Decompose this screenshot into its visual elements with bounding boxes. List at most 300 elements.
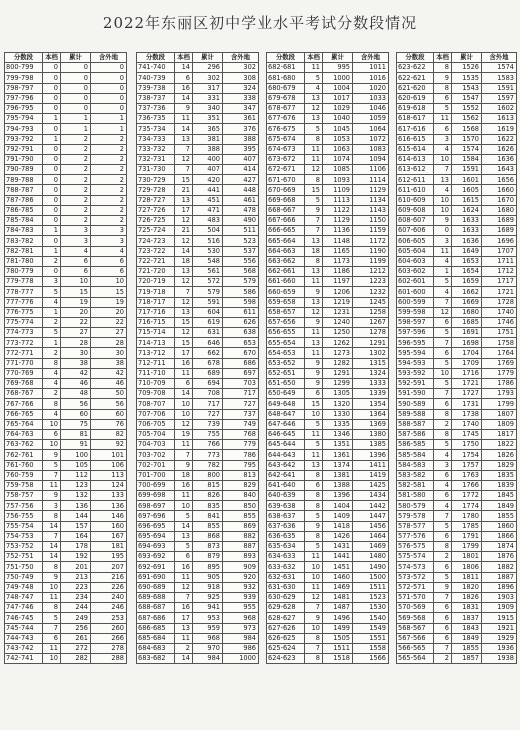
table-row bbox=[137, 511, 259, 521]
band-count-cell: 8 bbox=[43, 358, 61, 368]
cumulative-cell: 249 bbox=[61, 613, 91, 623]
table-row bbox=[137, 93, 259, 103]
cumulative-cell: 1849 bbox=[452, 633, 482, 643]
band-count-cell: 8 bbox=[43, 511, 61, 521]
table-row bbox=[137, 348, 259, 358]
band-count-cell: 6 bbox=[305, 480, 323, 490]
band-count-cell: 4 bbox=[43, 409, 61, 419]
cumulative-cell: 1855 bbox=[452, 643, 482, 653]
table-row bbox=[5, 419, 127, 429]
table-row bbox=[267, 205, 389, 215]
cumulative-cell: 2 bbox=[61, 205, 91, 215]
band-count-cell: 9 bbox=[305, 317, 323, 327]
table-row bbox=[267, 63, 389, 73]
table-row bbox=[5, 246, 127, 256]
cumulative-cell: 925 bbox=[193, 592, 223, 602]
table-row bbox=[397, 592, 517, 602]
band-count-cell: 16 bbox=[175, 562, 193, 572]
score-band-cell: 585-584 bbox=[397, 450, 434, 460]
page-title: 2022年东丽区初中学业水平考试分数段情况 bbox=[102, 14, 418, 32]
incl-nonlocal-cell: 1882 bbox=[482, 562, 517, 572]
band-count-cell: 9 bbox=[305, 379, 323, 389]
cumulative-cell: 1780 bbox=[452, 511, 482, 521]
cumulative-cell: 1584 bbox=[452, 154, 482, 164]
table-row bbox=[5, 491, 127, 501]
band-count-cell: 7 bbox=[434, 165, 452, 175]
score-band-cell: 678-677 bbox=[267, 103, 305, 113]
band-count-cell: 6 bbox=[434, 613, 452, 623]
table-row bbox=[397, 654, 517, 664]
cumulative-cell: 1704 bbox=[452, 348, 482, 358]
table-row bbox=[137, 368, 259, 378]
cumulative-cell: 855 bbox=[193, 521, 223, 531]
table-row bbox=[137, 154, 259, 164]
score-band-cell: 704-703 bbox=[137, 440, 175, 450]
incl-nonlocal-cell: 1172 bbox=[353, 236, 389, 246]
cumulative-cell: 144 bbox=[61, 511, 91, 521]
table-row bbox=[267, 73, 389, 83]
incl-nonlocal-cell: 1464 bbox=[353, 531, 389, 541]
band-count-cell: 5 bbox=[305, 542, 323, 552]
band-count-cell: 8 bbox=[43, 562, 61, 572]
band-count-cell: 15 bbox=[305, 185, 323, 195]
incl-nonlocal-cell: 1728 bbox=[482, 297, 517, 307]
score-band-cell: 677-676 bbox=[267, 114, 305, 124]
cumulative-cell: 1772 bbox=[452, 491, 482, 501]
band-count-cell: 6 bbox=[175, 552, 193, 562]
score-band-cell: 798-797 bbox=[5, 83, 43, 93]
table-row bbox=[137, 633, 259, 643]
incl-nonlocal-cell: 626 bbox=[223, 317, 259, 327]
incl-nonlocal-cell: 278 bbox=[91, 643, 127, 653]
band-count-cell: 5 bbox=[43, 460, 61, 470]
incl-nonlocal-cell: 288 bbox=[91, 654, 127, 664]
score-band-cell: 726-725 bbox=[137, 216, 175, 226]
cumulative-cell: 46 bbox=[61, 379, 91, 389]
incl-nonlocal-cell: 1566 bbox=[353, 654, 389, 664]
cumulative-cell: 826 bbox=[193, 491, 223, 501]
cumulative-cell: 4 bbox=[61, 246, 91, 256]
cumulative-cell: 22 bbox=[61, 317, 91, 327]
incl-nonlocal-cell: 1324 bbox=[353, 368, 389, 378]
score-band-cell: 756-755 bbox=[5, 511, 43, 521]
band-count-cell: 9 bbox=[434, 73, 452, 83]
table-row bbox=[137, 277, 259, 287]
incl-nonlocal-cell: 1839 bbox=[482, 480, 517, 490]
band-count-cell: 9 bbox=[305, 368, 323, 378]
score-band-cell: 751-750 bbox=[5, 562, 43, 572]
score-band-cell: 788-787 bbox=[5, 185, 43, 195]
score-band-cell: 769-768 bbox=[5, 379, 43, 389]
table-row bbox=[267, 307, 389, 317]
band-count-cell: 4 bbox=[434, 450, 452, 460]
incl-nonlocal-cell: 1072 bbox=[353, 134, 389, 144]
band-count-cell: 16 bbox=[175, 83, 193, 93]
score-band-cell: 762-761 bbox=[5, 450, 43, 460]
score-band-cell: 648-647 bbox=[267, 409, 305, 419]
table-row bbox=[267, 297, 389, 307]
table-row bbox=[267, 399, 389, 409]
band-count-cell: 18 bbox=[175, 470, 193, 480]
band-count-cell: 13 bbox=[305, 114, 323, 124]
score-band-cell: 601-600 bbox=[397, 287, 434, 297]
incl-nonlocal-cell: 207 bbox=[91, 562, 127, 572]
table-row bbox=[267, 379, 389, 389]
table-row bbox=[397, 643, 517, 653]
table-row bbox=[267, 154, 389, 164]
score-band-cell: 592-591 bbox=[397, 379, 434, 389]
incl-nonlocal-cell: 1046 bbox=[353, 103, 389, 113]
band-count-cell: 0 bbox=[43, 266, 61, 276]
band-count-cell: 6 bbox=[43, 429, 61, 439]
cumulative-cell: 1750 bbox=[452, 440, 482, 450]
table-row bbox=[397, 297, 517, 307]
cumulative-cell: 662 bbox=[193, 348, 223, 358]
cumulative-cell: 1709 bbox=[452, 358, 482, 368]
cumulative-cell: 15 bbox=[61, 287, 91, 297]
table-row bbox=[137, 236, 259, 246]
cumulative-cell: 1250 bbox=[323, 328, 353, 338]
incl-nonlocal-cell: 1583 bbox=[482, 73, 517, 83]
table-row bbox=[5, 470, 127, 480]
band-count-cell: 14 bbox=[175, 63, 193, 73]
cumulative-cell: 1361 bbox=[323, 450, 353, 460]
table-row bbox=[267, 480, 389, 490]
incl-nonlocal-cell: 1000 bbox=[223, 654, 259, 664]
cumulative-cell: 1388 bbox=[323, 480, 353, 490]
score-band-cell: 680-679 bbox=[267, 83, 305, 93]
cumulative-cell: 272 bbox=[61, 643, 91, 653]
band-count-cell: 14 bbox=[43, 521, 61, 531]
table-row bbox=[397, 582, 517, 592]
table-row bbox=[397, 542, 517, 552]
incl-nonlocal-cell: 407 bbox=[223, 154, 259, 164]
incl-nonlocal-cell: 717 bbox=[223, 389, 259, 399]
table-row bbox=[397, 429, 517, 439]
cumulative-cell: 136 bbox=[61, 501, 91, 511]
score-band-cell: 720-719 bbox=[137, 277, 175, 287]
table-row bbox=[5, 266, 127, 276]
score-band-cell: 633-632 bbox=[267, 562, 305, 572]
band-count-cell: 11 bbox=[175, 491, 193, 501]
cumulative-cell: 1568 bbox=[452, 124, 482, 134]
cumulative-cell: 727 bbox=[193, 409, 223, 419]
band-count-cell: 10 bbox=[43, 582, 61, 592]
band-count-cell: 2 bbox=[43, 348, 61, 358]
incl-nonlocal-cell: 1887 bbox=[482, 572, 517, 582]
table-row bbox=[267, 511, 389, 521]
score-band-cell: 656-655 bbox=[267, 328, 305, 338]
table-row bbox=[267, 287, 389, 297]
band-count-cell: 14 bbox=[175, 246, 193, 256]
score-band-cell: 639-638 bbox=[267, 501, 305, 511]
score-band-cell: 725-724 bbox=[137, 226, 175, 236]
score-band-cell: 587-586 bbox=[397, 429, 434, 439]
score-band-cell: 698-697 bbox=[137, 501, 175, 511]
cumulative-cell: 340 bbox=[193, 103, 223, 113]
band-count-cell: 2 bbox=[434, 654, 452, 664]
band-count-cell: 11 bbox=[305, 144, 323, 154]
table-row bbox=[267, 134, 389, 144]
score-band-cell: 715-714 bbox=[137, 328, 175, 338]
band-count-cell: 18 bbox=[305, 246, 323, 256]
table-row bbox=[137, 73, 259, 83]
score-band-cell: 691-690 bbox=[137, 572, 175, 582]
cumulative-cell: 2 bbox=[61, 134, 91, 144]
band-count-cell: 10 bbox=[175, 501, 193, 511]
band-count-cell: 6 bbox=[434, 531, 452, 541]
table-row bbox=[397, 419, 517, 429]
table-row bbox=[397, 63, 517, 73]
table-row bbox=[267, 83, 389, 93]
incl-nonlocal-cell: 160 bbox=[91, 521, 127, 531]
score-band-cell: 662-661 bbox=[267, 266, 305, 276]
table-row bbox=[137, 114, 259, 124]
band-count-cell: 8 bbox=[305, 491, 323, 501]
score-band-cell: 661-660 bbox=[267, 277, 305, 287]
score-band-cell: 799-798 bbox=[5, 73, 43, 83]
incl-nonlocal-cell: 1245 bbox=[353, 297, 389, 307]
cumulative-cell: 0 bbox=[61, 83, 91, 93]
band-count-cell: 4 bbox=[434, 480, 452, 490]
band-count-cell: 5 bbox=[434, 103, 452, 113]
cumulative-cell: 1774 bbox=[452, 501, 482, 511]
cumulative-cell: 381 bbox=[193, 134, 223, 144]
cumulative-cell: 1231 bbox=[323, 307, 353, 317]
incl-nonlocal-cell: 1267 bbox=[353, 317, 389, 327]
score-band-cell: 663-662 bbox=[267, 256, 305, 266]
band-count-cell: 12 bbox=[175, 582, 193, 592]
cumulative-cell: 1165 bbox=[323, 246, 353, 256]
cumulative-cell: 1029 bbox=[323, 103, 353, 113]
incl-nonlocal-cell: 50 bbox=[91, 389, 127, 399]
cumulative-cell: 1745 bbox=[452, 429, 482, 439]
table-row bbox=[267, 450, 389, 460]
cumulative-cell: 1129 bbox=[323, 216, 353, 226]
cumulative-cell: 1831 bbox=[452, 603, 482, 613]
incl-nonlocal-cell: 1083 bbox=[353, 144, 389, 154]
incl-nonlocal-cell: 1380 bbox=[353, 429, 389, 439]
band-count-cell: 12 bbox=[305, 307, 323, 317]
score-band-cell: 738-737 bbox=[137, 93, 175, 103]
table-row bbox=[5, 409, 127, 419]
band-count-cell: 5 bbox=[43, 328, 61, 338]
incl-nonlocal-cell: 266 bbox=[91, 633, 127, 643]
table-row bbox=[397, 480, 517, 490]
score-band-cell: 583-582 bbox=[397, 470, 434, 480]
band-count-cell: 6 bbox=[434, 317, 452, 327]
score-band-cell: 716-715 bbox=[137, 317, 175, 327]
score-band-cell: 665-664 bbox=[267, 236, 305, 246]
incl-nonlocal-cell: 15 bbox=[91, 287, 127, 297]
column-header: 本档 bbox=[175, 53, 193, 63]
column-header: 本档 bbox=[43, 53, 61, 63]
cumulative-cell: 1206 bbox=[323, 287, 353, 297]
cumulative-cell: 1136 bbox=[323, 226, 353, 236]
score-band-cell: 636-635 bbox=[267, 531, 305, 541]
cumulative-cell: 918 bbox=[193, 582, 223, 592]
score-band-cell: 705-704 bbox=[137, 429, 175, 439]
cumulative-cell: 1843 bbox=[452, 623, 482, 633]
band-count-cell: 0 bbox=[434, 226, 452, 236]
band-count-cell: 7 bbox=[305, 643, 323, 653]
table-row bbox=[267, 317, 389, 327]
cumulative-cell: 895 bbox=[193, 562, 223, 572]
band-count-cell: 13 bbox=[305, 236, 323, 246]
incl-nonlocal-cell: 3 bbox=[91, 226, 127, 236]
table-row bbox=[397, 165, 517, 175]
table-row bbox=[267, 389, 389, 399]
cumulative-cell: 1615 bbox=[452, 195, 482, 205]
cumulative-cell: 400 bbox=[193, 154, 223, 164]
table-row bbox=[137, 450, 259, 460]
score-band-cell: 790-789 bbox=[5, 165, 43, 175]
cumulative-cell: 1404 bbox=[323, 501, 353, 511]
band-count-cell: 9 bbox=[43, 450, 61, 460]
band-count-cell: 13 bbox=[305, 460, 323, 470]
band-count-cell: 7 bbox=[175, 592, 193, 602]
score-band-cell: 722-721 bbox=[137, 256, 175, 266]
table-row bbox=[137, 592, 259, 602]
cumulative-cell: 2 bbox=[61, 216, 91, 226]
incl-nonlocal-cell: 932 bbox=[223, 582, 259, 592]
cumulative-cell: 1653 bbox=[452, 256, 482, 266]
score-band-cell: 604-603 bbox=[397, 256, 434, 266]
incl-nonlocal-cell: 46 bbox=[91, 379, 127, 389]
band-count-cell: 8 bbox=[305, 256, 323, 266]
incl-nonlocal-cell: 1 bbox=[91, 124, 127, 134]
table-row bbox=[5, 429, 127, 439]
incl-nonlocal-cell: 1876 bbox=[482, 552, 517, 562]
table-row bbox=[267, 216, 389, 226]
table-row bbox=[267, 256, 389, 266]
incl-nonlocal-cell: 840 bbox=[223, 491, 259, 501]
band-count-cell: 5 bbox=[305, 73, 323, 83]
table-row bbox=[137, 256, 259, 266]
score-band-cell: 684-683 bbox=[137, 643, 175, 653]
incl-nonlocal-cell: 556 bbox=[223, 256, 259, 266]
score-band-cell: 692-691 bbox=[137, 562, 175, 572]
incl-nonlocal-cell: 1134 bbox=[353, 195, 389, 205]
band-count-cell: 11 bbox=[175, 572, 193, 582]
score-band-cell: 747-746 bbox=[5, 603, 43, 613]
table-row bbox=[137, 103, 259, 113]
cumulative-cell: 970 bbox=[193, 643, 223, 653]
band-count-cell: 9 bbox=[175, 460, 193, 470]
cumulative-cell: 3 bbox=[61, 226, 91, 236]
table-row bbox=[397, 613, 517, 623]
score-band-cell: 611-610 bbox=[397, 185, 434, 195]
table-row bbox=[137, 552, 259, 562]
score-band-cell: 780-779 bbox=[5, 266, 43, 276]
incl-nonlocal-cell: 955 bbox=[223, 603, 259, 613]
band-count-cell: 2 bbox=[434, 419, 452, 429]
cumulative-cell: 1552 bbox=[452, 103, 482, 113]
cumulative-cell: 441 bbox=[193, 185, 223, 195]
score-band-cell: 590-589 bbox=[397, 399, 434, 409]
incl-nonlocal-cell: 490 bbox=[223, 216, 259, 226]
band-count-cell: 8 bbox=[305, 501, 323, 511]
incl-nonlocal-cell: 1232 bbox=[353, 287, 389, 297]
band-count-cell: 8 bbox=[43, 603, 61, 613]
score-band-cell: 764-763 bbox=[5, 429, 43, 439]
band-count-cell: 6 bbox=[43, 633, 61, 643]
table-row bbox=[137, 195, 259, 205]
cumulative-cell: 1335 bbox=[323, 419, 353, 429]
score-band-cell: 615-614 bbox=[397, 144, 434, 154]
table-row bbox=[397, 389, 517, 399]
band-count-cell: 13 bbox=[175, 195, 193, 205]
column-header: 分数段 bbox=[137, 53, 175, 63]
band-count-cell: 8 bbox=[434, 63, 452, 73]
table-row bbox=[5, 144, 127, 154]
table-row bbox=[397, 511, 517, 521]
score-band-cell: 575-574 bbox=[397, 552, 434, 562]
incl-nonlocal-cell: 1480 bbox=[353, 552, 389, 562]
incl-nonlocal-cell: 697 bbox=[223, 368, 259, 378]
score-band-cell: 607-606 bbox=[397, 226, 434, 236]
incl-nonlocal-cell: 1291 bbox=[353, 338, 389, 348]
incl-nonlocal-cell: 586 bbox=[223, 287, 259, 297]
score-band-cell: 640-639 bbox=[267, 491, 305, 501]
table-row bbox=[267, 358, 389, 368]
incl-nonlocal-cell: 461 bbox=[223, 195, 259, 205]
score-band-cell: 634-633 bbox=[267, 552, 305, 562]
cumulative-cell: 471 bbox=[193, 205, 223, 215]
cumulative-cell: 234 bbox=[61, 592, 91, 602]
band-count-cell: 7 bbox=[434, 297, 452, 307]
table-row bbox=[5, 297, 127, 307]
band-count-cell: 10 bbox=[434, 368, 452, 378]
cumulative-cell: 1240 bbox=[323, 317, 353, 327]
incl-nonlocal-cell: 1866 bbox=[482, 531, 517, 541]
score-band-cell: 686-685 bbox=[137, 623, 175, 633]
incl-nonlocal-cell: 893 bbox=[223, 552, 259, 562]
score-band-cell: 606-605 bbox=[397, 236, 434, 246]
score-band-cell: 672-671 bbox=[267, 165, 305, 175]
incl-nonlocal-cell: 216 bbox=[91, 572, 127, 582]
band-count-cell: 9 bbox=[434, 216, 452, 226]
score-band-cell: 624-623 bbox=[267, 654, 305, 664]
table-row bbox=[5, 399, 127, 409]
cumulative-cell: 1004 bbox=[323, 83, 353, 93]
table-row bbox=[397, 287, 517, 297]
band-count-cell: 4 bbox=[305, 83, 323, 93]
band-count-cell: 8 bbox=[305, 175, 323, 185]
band-count-cell: 11 bbox=[305, 277, 323, 287]
incl-nonlocal-cell: 106 bbox=[91, 460, 127, 470]
incl-nonlocal-cell: 1302 bbox=[353, 348, 389, 358]
score-band-cell: 631-630 bbox=[267, 582, 305, 592]
table-row bbox=[267, 440, 389, 450]
cumulative-cell: 0 bbox=[61, 73, 91, 83]
incl-nonlocal-cell: 27 bbox=[91, 328, 127, 338]
band-count-cell: 12 bbox=[175, 419, 193, 429]
incl-nonlocal-cell: 2 bbox=[91, 165, 127, 175]
incl-nonlocal-cell: 1551 bbox=[353, 633, 389, 643]
cumulative-cell: 1186 bbox=[323, 266, 353, 276]
cumulative-cell: 694 bbox=[193, 379, 223, 389]
band-count-cell: 11 bbox=[43, 480, 61, 490]
score-band-cell: 781-780 bbox=[5, 256, 43, 266]
incl-nonlocal-cell: 226 bbox=[91, 582, 127, 592]
band-count-cell: 0 bbox=[43, 205, 61, 215]
score-band-cell: 774-773 bbox=[5, 328, 43, 338]
band-count-cell: 11 bbox=[175, 368, 193, 378]
incl-nonlocal-cell: 1129 bbox=[353, 185, 389, 195]
incl-nonlocal-cell: 511 bbox=[223, 226, 259, 236]
incl-nonlocal-cell: 167 bbox=[91, 531, 127, 541]
